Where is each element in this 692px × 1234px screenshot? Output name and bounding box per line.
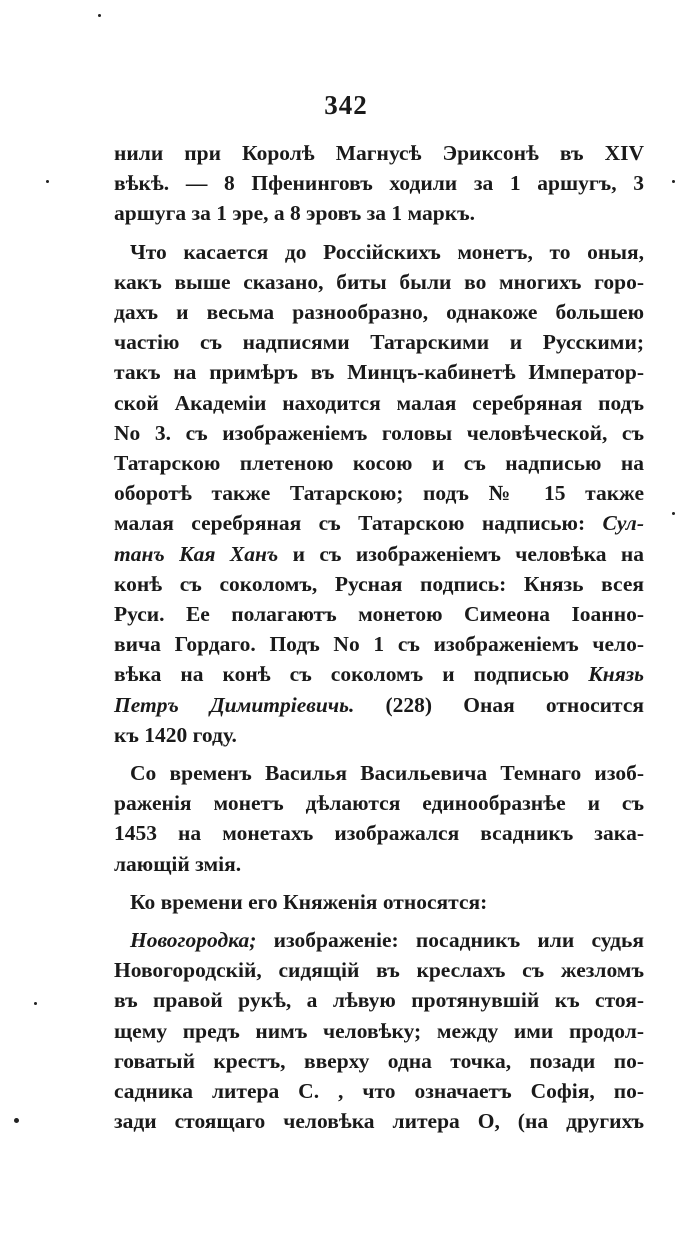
text-line: [114, 508, 644, 538]
paragraph-5: [114, 925, 644, 1136]
text-line: Новогородскій, сидящій въ креслахъ съ жезломъ: [114, 958, 644, 983]
text-line: [114, 539, 644, 569]
ink-speck: [98, 14, 101, 17]
text-line: дахъ и весьма разнообразно, однакоже большею: [114, 300, 644, 325]
ink-speck: [46, 180, 49, 183]
text-line: щему предъ нимъ человѣку; между ими продол-: [114, 1018, 644, 1043]
text-line: [114, 690, 644, 720]
text-line: такъ на примѣръ въ Минцъ-кабинетѣ Император-: [114, 360, 644, 385]
italic-run: танъ Кая Ханъ: [114, 541, 279, 566]
paragraph-2: [114, 237, 644, 750]
text-run: и съ изображеніемъ человѣка на: [278, 541, 645, 566]
ink-speck: [672, 512, 675, 515]
text-line: раженія монетъ дѣлаются единообразнѣе и съ: [114, 791, 644, 816]
text-line: къ 1420 году.: [114, 722, 237, 747]
text-line: нили при Королѣ Магнусѣ Эриксонѣ въ XIV: [114, 141, 644, 165]
text-line: Что касается до Россійскихъ монетъ, то оныя,: [130, 239, 644, 264]
text-line: конѣ съ соколомъ, Русная подпись: Князь всея: [114, 571, 644, 596]
italic-run: Новогородка;: [130, 928, 257, 953]
italic-run: Князь: [588, 662, 644, 687]
text-run: малая серебряная съ Татарскою надписью:: [114, 511, 603, 536]
page-body: [114, 138, 644, 1137]
text-line: Ко времени его Княженія относятся:: [130, 889, 488, 914]
text-run: вѣка на конѣ съ соколомъ и подписью: [114, 662, 589, 687]
paragraph-3: [114, 758, 644, 879]
text-line: вича Гордаго. Подъ No 1 съ изображеніемъ чело-: [114, 632, 644, 657]
text-line: говатый крестъ, вверху одна точка, позади по-: [114, 1048, 644, 1073]
page-number: 342: [324, 90, 368, 120]
text-line: Со временъ Василья Васильевича Темнаго изоб-: [130, 761, 644, 786]
paragraph-1: [114, 138, 644, 229]
text-line: 1453 на монетахъ изображался всадникъ закa-: [114, 821, 644, 846]
text-run: (228) Оная относится: [354, 692, 644, 717]
text-line: вѣкѣ. — 8 Пфенинговъ ходили за 1 аршугъ, 3: [114, 171, 644, 196]
italic-run: Петръ Димитріевичь.: [114, 692, 355, 717]
text-line: ской Академіи находится малая серебряная подъ: [114, 390, 644, 415]
paragraph-4: [114, 887, 644, 917]
ink-speck: [672, 180, 675, 183]
text-line: зади стоящаго человѣка литера О, (на другихъ: [114, 1109, 644, 1134]
text-line: [114, 925, 644, 955]
text-line: оборотѣ также Татарскою; подъ № 15 также: [114, 481, 644, 506]
text-line: частію съ надписями Татарскими и Русскими;: [114, 330, 644, 355]
text-line: въ правой рукѣ, а лѣвую протянувшій къ стоя-: [114, 988, 644, 1013]
ink-speck: [34, 1002, 37, 1005]
italic-run: Сул-: [602, 511, 644, 536]
text-line: [114, 659, 644, 689]
text-line: Руси. Ее полагаютъ монетою Симеона Іоанно-: [114, 602, 644, 627]
text-line: Татарскою плетеною косою и съ надписью на: [114, 451, 644, 476]
text-line: лающій змія.: [114, 851, 242, 876]
ink-speck: [14, 1118, 19, 1123]
text-line: какъ выше сказано, биты были во многихъ горо-: [114, 269, 644, 294]
text-line: No 3. съ изображеніемъ головы человѣческой, съ: [114, 420, 644, 445]
text-line: аршуга за 1 эре, а 8 эровъ за 1 маркъ.: [114, 201, 476, 226]
text-run: изображеніе: посадникъ или судья: [256, 928, 644, 953]
text-line: садника литера С. , что означаетъ Софія, по-: [114, 1079, 644, 1104]
